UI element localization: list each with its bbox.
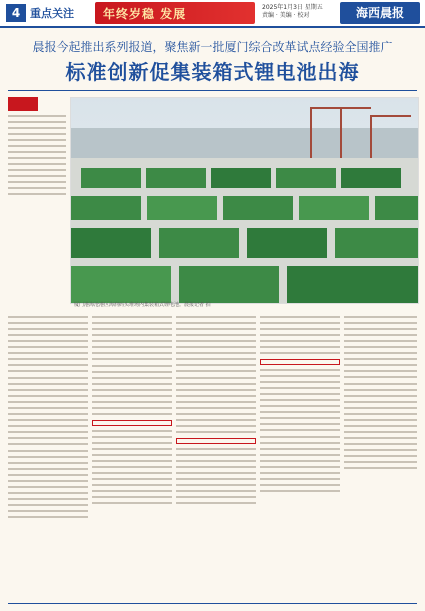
newspaper-logo: 海西晨报 [340,2,420,24]
date-line [262,4,323,20]
page-number: 4 [6,4,26,22]
page-footer-rule [8,603,417,604]
section-heading-box [176,438,256,444]
article-column-4 [260,312,340,602]
section-heading-box [92,420,172,426]
article-column-2 [92,312,172,602]
article-column-5 [344,312,417,602]
divider [8,90,417,91]
headline: 标准创新促集装箱式锂电池出海 [65,60,360,84]
editors: 责编 · 美编 · 校对 [262,12,310,19]
article-column-1 [8,312,88,602]
lead-lines [8,115,66,195]
banner-text: 年终岁稳 发展 [103,7,187,21]
article-column-3 [176,312,256,602]
banner [95,2,255,24]
port-photo [70,97,419,304]
photo-caption: 厦门港海沧港区海润码头堆场内集装箱式锂电池。晨报记者 拍 [74,302,211,308]
page-header [0,0,425,28]
subheadline: 晨报今起推出系列报道，聚焦新一批厦门综合改革试点经验全国推广 [32,40,393,54]
port-photo-illustration [71,98,418,303]
section-title: 重点关注 [30,7,74,20]
date: 2025年1月3日 星期五 [262,4,323,11]
lead-column [8,97,66,302]
article-tag [8,97,38,111]
section-heading-box [260,359,340,365]
